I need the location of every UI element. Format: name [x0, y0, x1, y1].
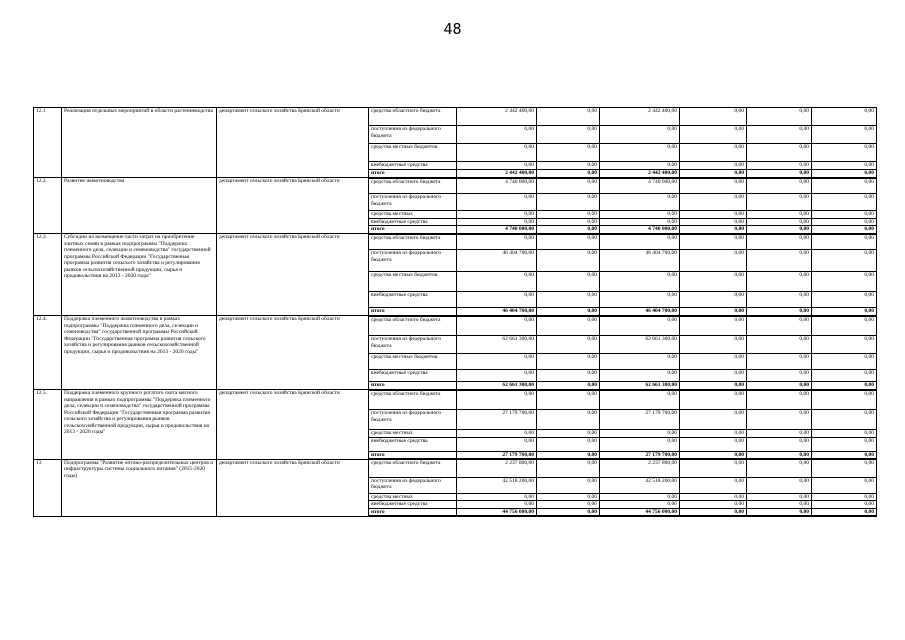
amount-cell: 0,00	[680, 508, 747, 516]
amount-cell: 0,00	[537, 218, 600, 226]
page-number: 48	[443, 20, 462, 38]
amount-cell: 0,00	[457, 218, 537, 226]
funding-source: внебюджетные средства	[369, 437, 457, 451]
item-executor: департамент сельского хозяйства Брянской области	[217, 390, 369, 460]
amount-cell: 0,00	[537, 178, 600, 194]
amount-cell: 0,00	[680, 316, 747, 336]
funding-source: итого	[369, 451, 457, 459]
table-row	[34, 234, 877, 250]
item-executor: департамент сельского хозяйства Брянской области	[217, 108, 369, 178]
funding-source: средства областного бюджета	[369, 316, 457, 336]
amount-cell: 0,00	[812, 316, 877, 336]
amount-cell: 0,00	[812, 144, 877, 162]
amount-cell: 0,00	[600, 211, 680, 219]
table-row	[34, 108, 877, 126]
amount-cell: 0,00	[457, 493, 537, 501]
funding-source: итого	[369, 226, 457, 234]
amount-cell: 0,00	[680, 250, 747, 272]
amount-cell: 0,00	[747, 430, 812, 438]
item-executor: департамент сельского хозяйства Брянской области	[217, 178, 369, 234]
item-number: 12.2.	[34, 178, 62, 234]
amount-cell: 0,00	[747, 493, 812, 501]
amount-cell: 0,00	[537, 144, 600, 162]
funding-source: средства местных	[369, 211, 457, 219]
amount-cell: 0,00	[747, 108, 812, 126]
amount-cell: 0,00	[457, 501, 537, 509]
amount-cell: 2 442 400,00	[600, 108, 680, 126]
amount-cell: 0,00	[457, 430, 537, 438]
item-executor: департамент сельского хозяйства Брянской области	[217, 459, 369, 516]
amount-cell: 0,00	[812, 370, 877, 382]
table-row	[34, 459, 877, 477]
amount-cell: 0,00	[680, 218, 747, 226]
amount-cell: 0,00	[812, 211, 877, 219]
amount-cell: 0,00	[537, 508, 600, 516]
amount-cell: 0,00	[680, 108, 747, 126]
amount-cell: 0,00	[812, 508, 877, 516]
amount-cell: 4 740 000,00	[457, 226, 537, 234]
amount-cell: 0,00	[537, 211, 600, 219]
amount-cell: 0,00	[747, 126, 812, 144]
amount-cell: 2 442 400,00	[457, 170, 537, 178]
amount-cell: 0,00	[457, 354, 537, 370]
amount-cell: 0,00	[812, 308, 877, 316]
amount-cell: 0,00	[680, 194, 747, 211]
amount-cell: 0,00	[747, 170, 812, 178]
amount-cell: 0,00	[457, 194, 537, 211]
amount-cell: 0,00	[747, 451, 812, 459]
amount-cell: 0,00	[812, 250, 877, 272]
amount-cell: 0,00	[537, 250, 600, 272]
item-executor: департамент сельского хозяйства Брянской области	[217, 234, 369, 316]
amount-cell: 0,00	[812, 292, 877, 308]
amount-cell: 0,00	[747, 370, 812, 382]
amount-cell: 0,00	[600, 390, 680, 410]
amount-cell: 0,00	[812, 430, 877, 438]
funding-source: средства местных бюджетов	[369, 144, 457, 162]
amount-cell: 0,00	[812, 451, 877, 459]
amount-cell: 0,00	[812, 437, 877, 451]
amount-cell: 0,00	[812, 410, 877, 430]
amount-cell: 0,00	[600, 501, 680, 509]
funding-source: внебюджетные средства	[369, 162, 457, 170]
amount-cell: 0,00	[537, 292, 600, 308]
item-name: Субсидии на возмещение части затрат на приобретение элитных семян в рамках подпрограммы "Поддержка племенного дела, селекции и семеноводства" государственной программы Российской Федерации "Государственная программа развития сельского хозяйства и регулирования рынков сельскохозяйственной продукции, сырья и продовольствия на 2013 - 2020 годы"	[62, 234, 217, 316]
amount-cell: 0,00	[747, 144, 812, 162]
amount-cell: 0,00	[537, 451, 600, 459]
funding-source: поступления из федерального бюджета	[369, 477, 457, 493]
amount-cell: 0,00	[812, 382, 877, 390]
amount-cell: 0,00	[680, 234, 747, 250]
amount-cell: 0,00	[747, 178, 812, 194]
amount-cell: 0,00	[747, 382, 812, 390]
funding-source: внебюджетные средства	[369, 292, 457, 308]
amount-cell: 4 740 000,00	[600, 178, 680, 194]
amount-cell: 0,00	[537, 390, 600, 410]
amount-cell: 2 442 400,00	[600, 170, 680, 178]
funding-source: поступления из федерального бюджета	[369, 336, 457, 354]
amount-cell: 0,00	[747, 336, 812, 354]
amount-cell: 0,00	[747, 508, 812, 516]
amount-cell: 0,00	[600, 292, 680, 308]
item-number: 12.3.	[34, 234, 62, 316]
amount-cell: 0,00	[680, 170, 747, 178]
funding-source: поступления из федерального бюджета	[369, 194, 457, 211]
amount-cell: 62 661 300,00	[600, 382, 680, 390]
amount-cell: 4 740 000,00	[600, 226, 680, 234]
amount-cell: 0,00	[812, 162, 877, 170]
funding-source: средства местных	[369, 430, 457, 438]
amount-cell: 0,00	[680, 272, 747, 292]
amount-cell: 0,00	[812, 477, 877, 493]
amount-cell: 0,00	[680, 459, 747, 477]
amount-cell: 0,00	[680, 178, 747, 194]
amount-cell: 0,00	[680, 144, 747, 162]
amount-cell: 0,00	[537, 493, 600, 501]
amount-cell: 0,00	[600, 316, 680, 336]
amount-cell: 0,00	[537, 272, 600, 292]
amount-cell: 0,00	[680, 211, 747, 219]
amount-cell: 0,00	[747, 234, 812, 250]
amount-cell: 0,00	[457, 144, 537, 162]
item-name: Подпрограмма "Развитие оптово-распределительных центров и инфраструктуры системы социального питания" (2015-2020 годы)	[62, 459, 217, 516]
item-number: 12.5.	[34, 390, 62, 460]
funding-source: средства местных бюджетов	[369, 272, 457, 292]
item-name: Поддержка племенного животноводства в рамках подпрограммы "Поддержка племенного дела, селекции и семеноводства" государственной программы Российской Федерации "Государственная программа развития сельского хозяйства и регулирования рынков сельскохозяйственной продукции, сырья и продовольствия на 2013 - 2020 годы"	[62, 316, 217, 390]
funding-source: внебюджетные средства	[369, 218, 457, 226]
amount-cell: 0,00	[680, 292, 747, 308]
amount-cell: 0,00	[812, 234, 877, 250]
amount-cell: 0,00	[537, 410, 600, 430]
amount-cell: 27 179 700,00	[457, 451, 537, 459]
funding-source: средства местных	[369, 493, 457, 501]
amount-cell: 0,00	[812, 354, 877, 370]
amount-cell: 0,00	[680, 126, 747, 144]
amount-cell: 2 442 400,00	[457, 108, 537, 126]
funding-source: средства областного бюджета	[369, 390, 457, 410]
funding-source: средства местных бюджетов	[369, 354, 457, 370]
amount-cell: 0,00	[680, 437, 747, 451]
amount-cell: 0,00	[812, 126, 877, 144]
amount-cell: 0,00	[747, 272, 812, 292]
funding-source: поступления из федерального бюджета	[369, 410, 457, 430]
amount-cell: 0,00	[537, 234, 600, 250]
amount-cell: 0,00	[600, 354, 680, 370]
amount-cell: 0,00	[747, 477, 812, 493]
amount-cell: 42 518 200,00	[457, 477, 537, 493]
amount-cell: 0,00	[537, 382, 600, 390]
funding-source: поступления из федерального бюджета	[369, 126, 457, 144]
amount-cell: 0,00	[537, 501, 600, 509]
item-name: Поддержка племенного крупного рогатого скота мясного направления в рамках подпрограммы "Поддержка племенного дела, селекции и семеноводства" государственной программы Российской Федерации "Государственная программа развития сельского хозяйства и регулирования рынков сельскохозяйственной продукции, сырья и продовольствия на 2013 - 2020 годы"	[62, 390, 217, 460]
amount-cell: 0,00	[537, 430, 600, 438]
amount-cell: 0,00	[600, 194, 680, 211]
table-row	[34, 178, 877, 194]
amount-cell: 27 179 700,00	[600, 451, 680, 459]
amount-cell: 46 404 700,00	[600, 250, 680, 272]
amount-cell: 0,00	[457, 437, 537, 451]
amount-cell: 0,00	[537, 437, 600, 451]
amount-cell: 0,00	[457, 292, 537, 308]
item-name: Развитие животноводства	[62, 178, 217, 234]
item-number: 12.1	[34, 108, 62, 178]
funding-source: итого	[369, 308, 457, 316]
item-executor: департамент сельского хозяйства Брянской области	[217, 316, 369, 390]
amount-cell: 0,00	[747, 410, 812, 430]
amount-cell: 62 661 300,00	[457, 382, 537, 390]
amount-cell: 0,00	[600, 370, 680, 382]
amount-cell: 0,00	[812, 501, 877, 509]
amount-cell: 0,00	[747, 437, 812, 451]
amount-cell: 0,00	[457, 211, 537, 219]
amount-cell: 0,00	[537, 108, 600, 126]
amount-cell: 0,00	[600, 126, 680, 144]
amount-cell: 0,00	[680, 354, 747, 370]
amount-cell: 0,00	[537, 170, 600, 178]
amount-cell: 0,00	[680, 451, 747, 459]
amount-cell: 0,00	[600, 144, 680, 162]
amount-cell: 0,00	[747, 292, 812, 308]
amount-cell: 0,00	[600, 218, 680, 226]
amount-cell: 46 404 700,00	[600, 308, 680, 316]
amount-cell: 0,00	[680, 410, 747, 430]
amount-cell: 0,00	[680, 477, 747, 493]
amount-cell: 44 756 000,00	[457, 508, 537, 516]
item-name: Реализация отдельных мероприятий в области растениеводства	[62, 108, 217, 178]
amount-cell: 0,00	[747, 459, 812, 477]
table-row	[34, 316, 877, 336]
amount-cell: 0,00	[457, 126, 537, 144]
amount-cell: 62 661 300,00	[457, 336, 537, 354]
amount-cell: 2 237 800,00	[600, 459, 680, 477]
funding-source: средства областного бюджета	[369, 459, 457, 477]
amount-cell: 0,00	[747, 226, 812, 234]
amount-cell: 46 404 700,00	[457, 250, 537, 272]
amount-cell: 0,00	[537, 194, 600, 211]
amount-cell: 0,00	[537, 336, 600, 354]
amount-cell: 0,00	[537, 477, 600, 493]
amount-cell: 0,00	[457, 390, 537, 410]
amount-cell: 0,00	[812, 178, 877, 194]
funding-source: внебюджетные средства	[369, 501, 457, 509]
amount-cell: 0,00	[747, 250, 812, 272]
amount-cell: 0,00	[680, 493, 747, 501]
amount-cell: 0,00	[812, 108, 877, 126]
amount-cell: 0,00	[537, 126, 600, 144]
funding-source: средства областного бюджета	[369, 178, 457, 194]
amount-cell: 0,00	[457, 234, 537, 250]
amount-cell: 0,00	[457, 162, 537, 170]
amount-cell: 0,00	[812, 226, 877, 234]
amount-cell: 0,00	[812, 272, 877, 292]
amount-cell: 0,00	[812, 390, 877, 410]
amount-cell: 0,00	[812, 336, 877, 354]
amount-cell: 0,00	[600, 437, 680, 451]
amount-cell: 0,00	[747, 162, 812, 170]
amount-cell: 62 661 300,00	[600, 336, 680, 354]
amount-cell: 0,00	[747, 390, 812, 410]
amount-cell: 27 179 700,00	[457, 410, 537, 430]
funding-source: средства областного бюджета	[369, 234, 457, 250]
amount-cell: 0,00	[747, 354, 812, 370]
amount-cell: 44 756 000,00	[600, 508, 680, 516]
amount-cell: 0,00	[680, 382, 747, 390]
item-number: 13	[34, 459, 62, 516]
amount-cell: 0,00	[747, 316, 812, 336]
item-number: 12.4.	[34, 316, 62, 390]
amount-cell: 0,00	[600, 493, 680, 501]
amount-cell: 0,00	[600, 272, 680, 292]
amount-cell: 0,00	[537, 370, 600, 382]
amount-cell: 2 237 800,00	[457, 459, 537, 477]
table-row	[34, 390, 877, 410]
amount-cell: 0,00	[680, 226, 747, 234]
amount-cell: 0,00	[812, 493, 877, 501]
funding-source: итого	[369, 170, 457, 178]
amount-cell: 0,00	[747, 501, 812, 509]
funding-source: итого	[369, 508, 457, 516]
amount-cell: 0,00	[537, 308, 600, 316]
amount-cell: 46 404 700,00	[457, 308, 537, 316]
amount-cell: 0,00	[680, 336, 747, 354]
amount-cell: 0,00	[747, 211, 812, 219]
amount-cell: 0,00	[457, 316, 537, 336]
amount-cell: 0,00	[600, 234, 680, 250]
budget-table	[33, 107, 877, 517]
amount-cell: 0,00	[680, 501, 747, 509]
amount-cell: 0,00	[600, 162, 680, 170]
amount-cell: 0,00	[537, 316, 600, 336]
amount-cell: 0,00	[747, 308, 812, 316]
funding-source: итого	[369, 382, 457, 390]
amount-cell: 0,00	[747, 218, 812, 226]
amount-cell: 0,00	[457, 272, 537, 292]
amount-cell: 42 518 200,00	[600, 477, 680, 493]
funding-source: внебюджетные средства	[369, 370, 457, 382]
amount-cell: 0,00	[680, 308, 747, 316]
amount-cell: 0,00	[537, 354, 600, 370]
funding-source: поступления из федерального бюджета	[369, 250, 457, 272]
amount-cell: 0,00	[537, 162, 600, 170]
amount-cell: 0,00	[680, 390, 747, 410]
amount-cell: 0,00	[812, 218, 877, 226]
amount-cell: 0,00	[680, 162, 747, 170]
amount-cell: 4 740 000,00	[457, 178, 537, 194]
amount-cell: 0,00	[747, 194, 812, 211]
amount-cell: 0,00	[537, 226, 600, 234]
amount-cell: 0,00	[457, 370, 537, 382]
funding-source: средства областного бюджета	[369, 108, 457, 126]
amount-cell: 0,00	[537, 459, 600, 477]
amount-cell: 27 179 700,00	[600, 410, 680, 430]
amount-cell: 0,00	[812, 170, 877, 178]
amount-cell: 0,00	[812, 459, 877, 477]
amount-cell: 0,00	[812, 194, 877, 211]
amount-cell: 0,00	[680, 430, 747, 438]
amount-cell: 0,00	[600, 430, 680, 438]
amount-cell: 0,00	[680, 370, 747, 382]
